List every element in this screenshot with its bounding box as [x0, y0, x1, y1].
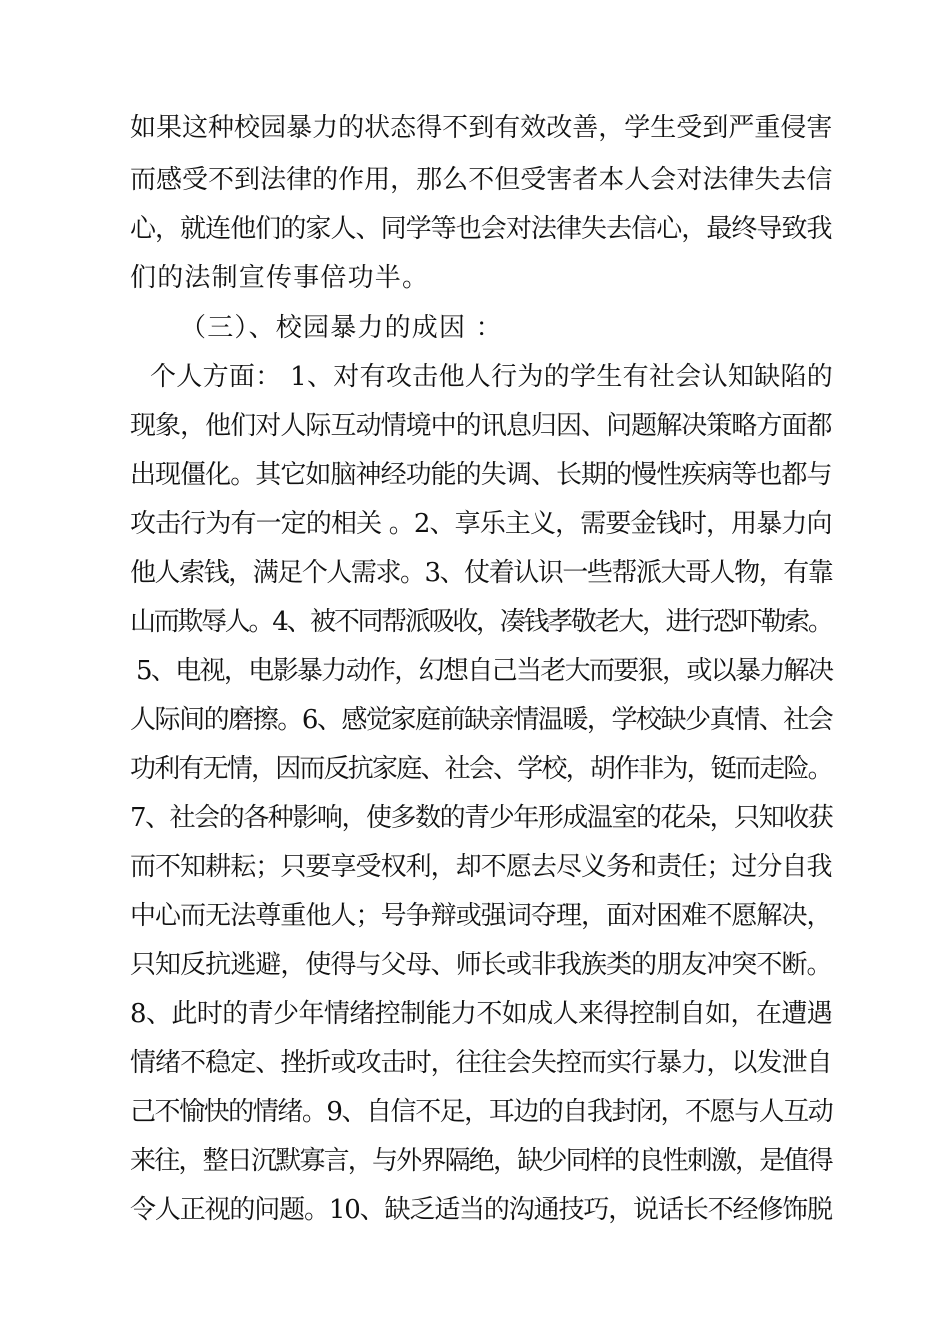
text-line: 他人索钱，满足个人需求。3、仗着认识一些帮派大哥人物，有靠	[130, 558, 833, 588]
text-line: 攻击行为有一定的相关 。2、享乐主义，需要金钱时，用暴力向	[130, 509, 832, 539]
text-line: 令人正视的问题。10、缺乏适当的沟通技巧，说话长不经修饰脱	[130, 1195, 832, 1225]
text-line: 山而欺辱人。4、被不同帮派吸收，凑钱孝敬老大，进行恐吓勒索。	[130, 607, 832, 637]
text-line: 5、电视，电影暴力动作，幻想自己当老大而要狠，或以暴力解决	[136, 656, 833, 686]
text-line: 7、社会的各种影响，使多数的青少年形成温室的花朵，只知收获	[130, 803, 833, 833]
text-line: 而感受不到法律的作用，那么不但受害者本人会对法律失去信	[130, 165, 833, 195]
text-line: 心，就连他们的家人、同学等也会对法律失去信心，最终导致我	[130, 214, 832, 244]
text-line: 功利有无情，因而反抗家庭、社会、学校，胡作非为，铤而走险。	[130, 754, 832, 784]
text-line: 个人方面： 1、对有攻击他人行为的学生有社会认知缺陷的	[150, 362, 834, 392]
text-line: 现象，他们对人际互动情境中的讯息归因、问题解决策略方面都	[130, 411, 832, 441]
text-line: 来往，整日沉默寡言，与外界隔绝，缺少同样的良性刺激，是值得	[130, 1146, 832, 1176]
section-heading: （三）、校园暴力的成因 ：	[180, 313, 503, 343]
text-line: 们的法制宣传事倍功半。	[130, 263, 430, 293]
text-line: 只知反抗逃避，使得与父母、师长或非我族类的朋友冲突不断。	[130, 950, 832, 980]
text-line: 而不知耕耘；只要享受权利，却不愿去尽义务和责任；过分自我	[130, 852, 832, 882]
text-line: 情绪不稳定、挫折或攻击时，往往会失控而实行暴力，以发泄自	[130, 1048, 832, 1078]
text-line: 人际间的磨擦。6、感觉家庭前缺亲情温暖，学校缺少真情、社会	[130, 705, 833, 735]
text-line: 出现僵化。其它如脑神经功能的失调、长期的慢性疾病等也都与	[130, 460, 832, 490]
text-line: 己不愉快的情绪。9、自信不足，耳边的自我封闭，不愿与人互动	[130, 1097, 833, 1127]
text-line: 8、此时的青少年情绪控制能力不如成人来得控制自如，在遭遇	[130, 999, 833, 1029]
text-line: 如果这种校园暴力的状态得不到有效改善，学生受到严重侵害	[130, 113, 833, 143]
text-line: 中心而无法尊重他人；号争辩或强词夺理，面对困难不愿解决，	[130, 901, 832, 931]
